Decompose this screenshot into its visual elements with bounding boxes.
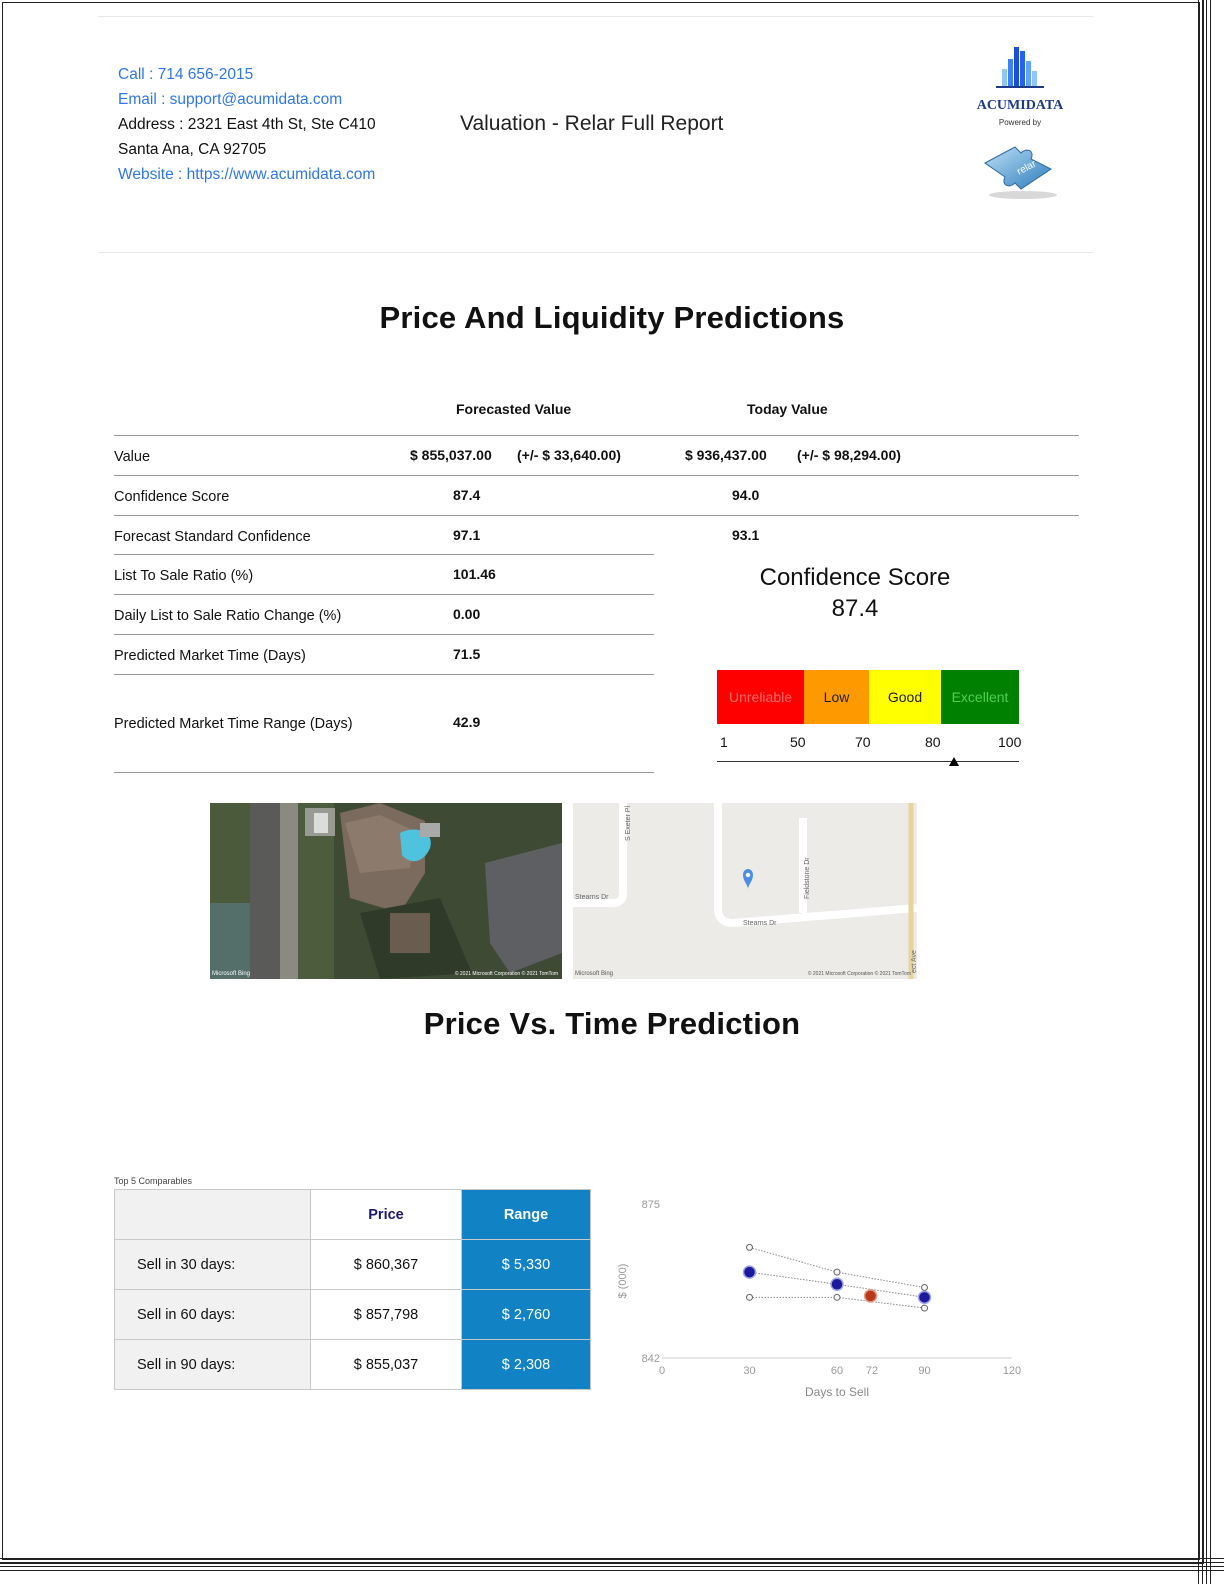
row-forecast-standard-confidence bbox=[114, 517, 1079, 557]
map-copyright: © 2021 Microsoft Corporation © 2021 TomTom bbox=[454, 971, 558, 977]
row-label: Daily List to Sale Ratio Change (%) bbox=[114, 608, 342, 624]
bing-credit: Microsoft Bing bbox=[575, 971, 614, 977]
forecast-value: 71.5 bbox=[453, 646, 481, 662]
contact-block bbox=[118, 62, 376, 187]
row-label: Sell in 30 days: bbox=[115, 1240, 311, 1290]
x-tick-label: 30 bbox=[743, 1365, 756, 1377]
header-price: Price bbox=[311, 1190, 462, 1240]
table-row bbox=[115, 1240, 591, 1290]
price-time-chart bbox=[612, 1196, 1032, 1411]
tick-label: 100 bbox=[998, 734, 1022, 750]
confidence-marker-icon bbox=[949, 757, 959, 766]
row-price: $ 857,798 bbox=[311, 1290, 462, 1340]
building-logo-icon bbox=[990, 45, 1050, 89]
confidence-score-display bbox=[730, 562, 980, 624]
row-predicted-market-time bbox=[114, 636, 654, 676]
forecast-value-range: (+/- $ 33,640.00) bbox=[517, 447, 621, 463]
logo-powered-by: Powered by bbox=[998, 118, 1042, 127]
band-low: Low bbox=[804, 670, 869, 724]
row-label: List To Sale Ratio (%) bbox=[114, 568, 254, 584]
x-tick-label: 120 bbox=[1002, 1365, 1022, 1377]
today-value-range: (+/- $ 98,294.00) bbox=[797, 447, 901, 463]
row-label: Sell in 90 days: bbox=[115, 1340, 311, 1390]
x-tick-label: 72 bbox=[865, 1365, 879, 1377]
confidence-score-title: Confidence Score bbox=[759, 564, 951, 591]
table-row bbox=[115, 1290, 591, 1340]
row-range: $ 2,760 bbox=[462, 1290, 591, 1340]
row-value bbox=[114, 437, 1079, 477]
row-label: Confidence Score bbox=[114, 489, 230, 505]
row-label: Predicted Market Time (Days) bbox=[114, 648, 306, 664]
table-header-row bbox=[115, 1190, 591, 1240]
street-label-stearns-left: Stearns Dr bbox=[575, 894, 609, 901]
header-bottom-rule bbox=[98, 252, 1093, 253]
row-label: Sell in 60 days: bbox=[115, 1290, 311, 1340]
street-label-stearns-right: Stearns Dr bbox=[743, 920, 777, 927]
row-confidence-score bbox=[114, 477, 1079, 517]
street-map bbox=[573, 803, 917, 979]
forecast-value: 101.46 bbox=[453, 566, 496, 582]
y-tick-label: 875 bbox=[641, 1199, 660, 1211]
acumidata-logo bbox=[965, 45, 1075, 215]
forecast-value: 0.00 bbox=[453, 606, 481, 622]
data-point bbox=[922, 1285, 928, 1291]
col-forecasted-value: Forecasted Value bbox=[456, 401, 572, 417]
data-point bbox=[744, 1266, 756, 1278]
confidence-scale bbox=[717, 670, 1019, 724]
relar-puzzle-logo-icon bbox=[975, 133, 1065, 203]
forecast-value: 97.1 bbox=[453, 527, 481, 543]
x-tick-label: 90 bbox=[918, 1365, 931, 1377]
highlight-point bbox=[865, 1290, 877, 1302]
band-excellent: Excellent bbox=[941, 670, 1019, 724]
forecast-value: $ 855,037.00 bbox=[410, 447, 492, 463]
page-frame-bottom bbox=[0, 1558, 1224, 1578]
aerial-photo bbox=[210, 803, 562, 979]
data-point bbox=[922, 1305, 928, 1311]
y-tick-label: 842 bbox=[641, 1353, 660, 1365]
row-label: Value bbox=[114, 449, 151, 465]
table-row bbox=[115, 1340, 591, 1390]
heading-price-liquidity: Price And Liquidity Predictions bbox=[379, 300, 845, 335]
today-value: 94.0 bbox=[732, 487, 760, 503]
band-unreliable: Unreliable bbox=[717, 670, 804, 724]
data-point bbox=[834, 1269, 840, 1275]
contact-website[interactable]: Website : https://www.acumidata.com bbox=[118, 166, 376, 183]
confidence-score-value: 87.4 bbox=[831, 595, 879, 622]
row-label: Forecast Standard Confidence bbox=[114, 529, 311, 545]
data-point bbox=[831, 1278, 843, 1290]
forecast-value: 87.4 bbox=[453, 487, 481, 503]
header-cell bbox=[115, 1190, 311, 1240]
data-point bbox=[747, 1244, 753, 1250]
data-point bbox=[834, 1294, 840, 1300]
row-label: Predicted Market Time Range (Days) bbox=[114, 716, 353, 732]
row-range: $ 2,308 bbox=[462, 1340, 591, 1390]
report-title: Valuation - Relar Full Report bbox=[460, 112, 724, 135]
confidence-ticks bbox=[717, 734, 1022, 754]
row-range: $ 5,330 bbox=[462, 1240, 591, 1290]
y-axis-title: $ (000) bbox=[617, 1263, 629, 1299]
x-tick-label: 60 bbox=[830, 1365, 844, 1377]
bing-credit: Microsoft Bing bbox=[212, 971, 251, 977]
relar-logo-text: relar bbox=[1015, 158, 1039, 178]
header-top-rule bbox=[98, 16, 1093, 17]
col-today-value: Today Value bbox=[747, 401, 828, 417]
street-label-exeter: S Exeter Pl bbox=[625, 805, 632, 841]
forecast-value: 42.9 bbox=[453, 714, 481, 730]
data-point bbox=[747, 1294, 753, 1300]
row-list-to-sale-ratio bbox=[114, 556, 654, 596]
street-label-prospect: ect Ave bbox=[911, 950, 918, 973]
comparables-table bbox=[114, 1189, 591, 1390]
tick-label: 70 bbox=[855, 734, 871, 750]
contact-email[interactable]: Email : support@acumidata.com bbox=[118, 91, 343, 108]
logo-brand-text: ACUMIDATA bbox=[976, 98, 1064, 113]
comparables-caption: Top 5 Comparables bbox=[114, 1176, 193, 1186]
header-range: Range bbox=[462, 1190, 591, 1240]
contact-phone[interactable]: Call : 714 656-2015 bbox=[118, 66, 254, 83]
street-label-fieldstone: Fieldstone Dr bbox=[804, 857, 811, 899]
row-predicted-market-time-range bbox=[114, 704, 654, 744]
today-value: $ 936,437.00 bbox=[685, 447, 767, 463]
row-price: $ 860,367 bbox=[311, 1240, 462, 1290]
contact-address-line2: Santa Ana, CA 92705 bbox=[118, 141, 267, 158]
heading-price-vs-time: Price Vs. Time Prediction bbox=[423, 1006, 801, 1041]
confidence-tick-line bbox=[717, 761, 1019, 762]
street-map-image[interactable] bbox=[573, 803, 917, 979]
x-axis-title: Days to Sell bbox=[804, 1385, 870, 1399]
tick-label: 80 bbox=[925, 734, 941, 750]
band-good: Good bbox=[869, 670, 941, 724]
map-copyright: © 2021 Microsoft Corporation © 2021 TomTom bbox=[807, 971, 911, 977]
satellite-map-image[interactable] bbox=[210, 803, 562, 979]
tick-label: 1 bbox=[720, 734, 728, 750]
page-frame-right bbox=[1198, 0, 1218, 1584]
data-point bbox=[919, 1291, 931, 1303]
tick-label: 50 bbox=[790, 734, 806, 750]
today-value: 93.1 bbox=[732, 527, 760, 543]
x-tick-label: 0 bbox=[658, 1365, 666, 1377]
contact-address-line1: Address : 2321 East 4th St, Ste C410 bbox=[118, 116, 376, 133]
row-daily-list-to-sale-change bbox=[114, 596, 654, 636]
row-price: $ 855,037 bbox=[311, 1340, 462, 1390]
